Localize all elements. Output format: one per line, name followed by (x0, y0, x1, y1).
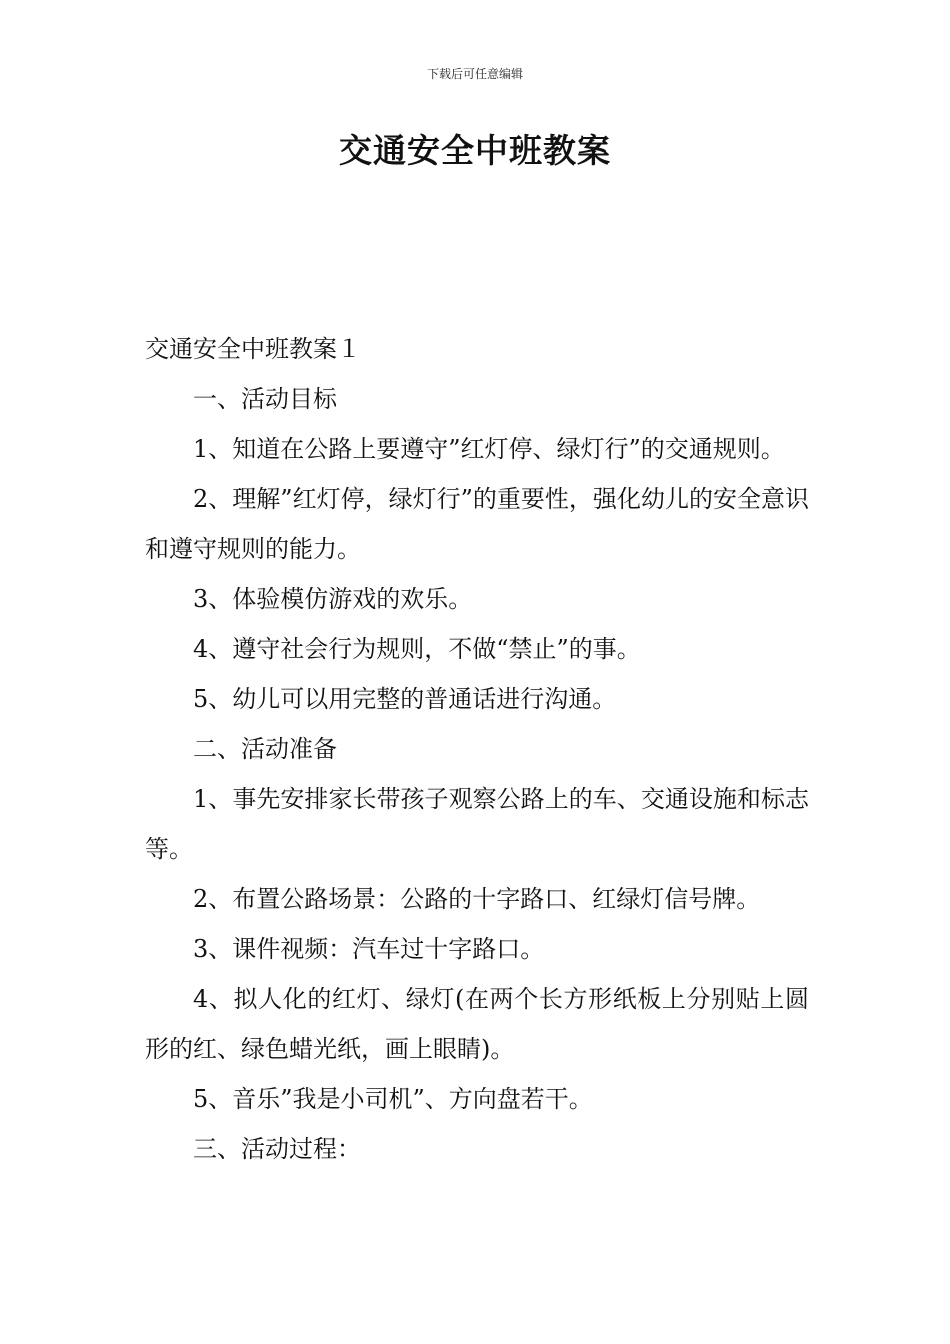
document-title: 交通安全中班教案 (339, 131, 611, 170)
heading-preparation: 二、活动准备 (193, 735, 337, 763)
heading-process: 三、活动过程： (193, 1135, 361, 1163)
objective-item: 5、幼儿可以用完整的普通话进行沟通。 (193, 685, 617, 713)
preparation-item: 2、布置公路场景：公路的十字路口、红绿灯信号牌。 (193, 885, 761, 913)
section-heading: 交通安全中班教案１ (145, 335, 361, 363)
preparation-item: 4、拟人化的红灯、绿灯(在两个长方形纸板上分别贴上圆形的红、绿色蜡光纸，画上眼睛)。 (145, 985, 809, 1063)
preparation-item: 1、事先安排家长带孩子观察公路上的车、交通设施和标志等。 (145, 785, 809, 863)
objective-item: 4、遵守社会行为规则，不做“禁止”的事。 (193, 635, 641, 663)
preparation-item: 5、音乐”我是小司机”、方向盘若干。 (193, 1085, 593, 1113)
header-note: 下载后可任意编辑 (426, 67, 523, 81)
objective-item: 1、知道在公路上要遵守”红灯停、绿灯行”的交通规则。 (193, 435, 785, 463)
document-body (145, 324, 809, 1174)
heading-objectives: 一、活动目标 (193, 385, 337, 413)
objective-item: 3、体验模仿游戏的欢乐。 (193, 585, 473, 613)
objective-item: 2、理解”红灯停，绿灯行”的重要性，强化幼儿的安全意识和遵守规则的能力。 (145, 485, 809, 563)
preparation-item: 3、课件视频：汽车过十字路口。 (193, 935, 545, 963)
